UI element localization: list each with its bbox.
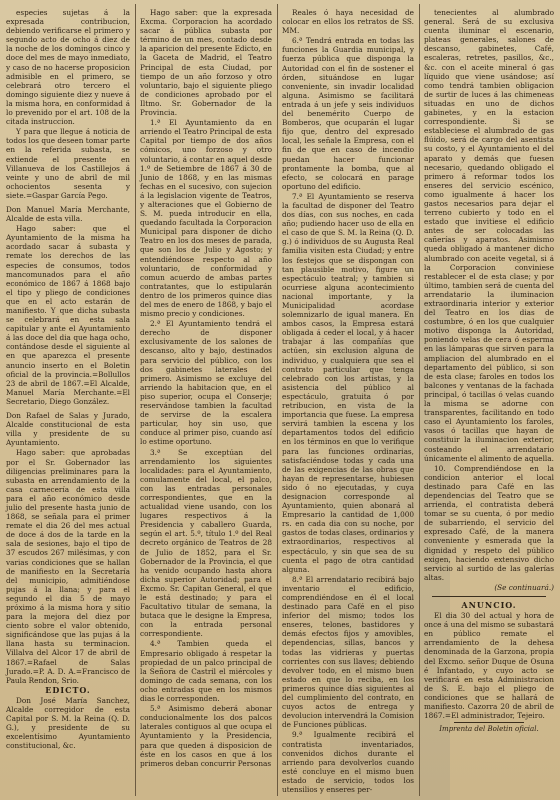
paragraph: tenecientes al alumbrado general. Será de su exclusiva cuenta iluminar el escenario, plateas generales, salones de descanso, gabinetes, Café, escaleras, retretes, pasillos, &c., &c. con el aceite mineral ó gas líquido que viene usándose; así como tendrá tambien obligacion de surtir de luces á las chimeneas situadas en uno de dichos gabinetes, y en la estacion correspondiente. Si se estableciese el alumbrado de gas flúido, será de cargo del asentista su costo, y el Ayuntamiento el del aparato y demás que fuesen necesario, quedando obligado el primero á reformar todos los enseres del servicio escénico, como igualmente á hacer los gastos necesarios para dejar el terreno cubierto y todo en el estado que invitiese el edificio antes de ser colocadas las cañerías y aparatos. Asimismo queda obligado á mantener dicho alumbrado con aceite vegetal, si á la Corporacion conviniese restablecer el de esta clase; y por último, tambien será de cuenta del arrendatario la iluminacion extraordinaria interior y exterior del Teatro en los dias de costumbre, ó en los que cualquier motivo disponga la Autoridad, poniendo velas de cera ó esperma en las lámparas que sirven para la ampliacion del alumbrado en el departamento del público, si son de esta clase; faroles en todos los balcones y ventanas de la fachada principal, ó tacillas ó velas cuando la misma se adorne con transparentes, facilitando en todo caso el Ayuntamiento los faroles, vasos ó tacillas que hayan de constituir la iluminacion exterior, costeando el arrendatario únicamente el alimento de aquella. bbox=[424, 8, 554, 463]
column-divider bbox=[135, 4, 136, 796]
column-4 bbox=[424, 8, 554, 735]
paragraph: 3.ª Se exceptúan del arrendamiento los siguientes localidades: para el Ayuntamiento, comulamente del local, el palco, con las entradas personales correspondientes, que en la actualidad viene usando, con los lugares respectivos á la Presidencia y caballero Guarda, según el art. 5.º, título 1.º del Real decreto orgánico de Teatros de 28 de Julio de 1852, para el Sr. Gobernador de la Provincia, el que ha venido ocupando hasta ahora dicha superior Autoridad; para el Excmo. Sr. Capitan General, el que le está destinado; y para el Facultativo titular de semana, la butaca que le designe la Empresa, con la entrada personal correspondiente. bbox=[140, 447, 272, 639]
section-title: ANUNCIO. bbox=[461, 600, 517, 610]
column-divider bbox=[277, 4, 278, 796]
continuation-note: (Se continuará.) bbox=[494, 582, 554, 592]
column-3 bbox=[282, 8, 414, 795]
paragraph: El dia 30 del actual y hora de once á una del mismo se subastará en público remate el arrendamiento de la dehesa denominada de la Garzona, propia del Excmo. señor Duque de Osuna é Infantado, y cuyo acto se verificará en esta Administracion de S. E. bajo el pliego de condiciones que se hallará de manifiesto. Cazorra 20 de abril de 1867.=El administrador, Tejeiro. bbox=[424, 611, 554, 721]
paragraph: 6.ª Tendrá entrada en todas las funciones la Guardia municipal, y fuerza pública que disponga la Autoridad con el fin de sostener el órden, situándose en lugar conveniente, sin invadir localidad alguna. Asimismo se facilitará entrada á un jefe y seis individuos del benemérito Cuerpo de Bomberos, que ocuparán el lugar fijo que, dentro del expresado local, les señale la Empresa, con el fin de que en caso de incendio puedan hacer funcionar prontamente la bomba, que al efecto, se colocará en parage oportuno del edificio. bbox=[282, 36, 414, 191]
separator-rule bbox=[432, 596, 546, 597]
paragraph: Hago saber: que la expresada Excma. Corporacion ha acordado sacar á pública subasta por término de un mes, contado desde la aparicion del presente Edicto, en la Gaceta de Madrid, el Teatro Principal de esta Ciudad, por tiempo de un año forzoso y otro voluntario, bajo el siguiente pliego de condiciones aprobado por el Iltmo. Sr. Gobernador de la Provincia. bbox=[140, 8, 272, 118]
separator-rule bbox=[454, 722, 524, 723]
paragraph: 10. Comprendiéndose en la condicion anterior el local destinado para Café en las dependencias del Teatro que se arrienda, el contratista deberá tomar se su cuenta, ó por medio de subarriendo, el servicio del expresado Café, de la manera conveniente y esmerada que la dignidad y respeto del público exigen, haciendo extensivo dicho servicio al surtido de las galerías altas. bbox=[424, 463, 554, 582]
paragraph: especies sujetas á la expresada contribucion, debiendo verificarse el primero y segundo acto de ocho á diez de la noche de los domingos cinco y doce del mes de mayo inmediato, y caso de no hacerse proposicion admisible en el primero, se celebrará otro tercero el domingo siguiente diez y nueve á la misma hora, en conformidad á lo prevenido por el art. 108 de la citada instruccion. bbox=[6, 8, 130, 127]
paragraph: 2.ª El Ayuntamiento tendrá el derecho de disponer exclusivamente de los salones de descanso, alto y bajo, destinados para servicio del público, con los dos gabinetes laterales del primero. Asimismo se excluye del arriendo la habitacion que, en el piso superior, ocupa el Conserje; reservándose tambien la facultad de servirse de la escalera particular, hoy sin uso, que conduce al primer piso, cuando así lo estime oportuno. bbox=[140, 319, 272, 447]
notice-heading: Don Manuel María Merchante, Alcalde de esta villa. bbox=[6, 204, 130, 224]
paragraph: Reales ó haya necesidad de colocar en ellos los retratos de SS. MM. bbox=[282, 8, 414, 36]
paragraph: 1.ª El Ayuntamiento da en arriendo el Teatro Principal de esta Capital por tiempo de dos años cómicos, uno forzoso y otro voluntario, á contar en aquel desde 1.º de Setiembre de 1867 á 30 de Junio de 1868, y en las mismas fechas en el sucesivo, con sujecion á la legislacion vigente de Teatros, y alteraciones que el Gobierno de S. M. pueda introducir en ella, quedando facultada la Corporacion Municipal para disponer de dicho Teatro en los dos meses de parada, que son los de Julio y Agosto; y entendiéndose respecto al año voluntario, de conformidad y comun acuerdo de ambas partes contratantes, que lo estipularán dentro de los primeros quince dias del mes de enero de 1868, y bajo el mismo precio y condiciones. bbox=[140, 118, 272, 319]
paragraph: Hago saber: que el Ayuntamiento de la misma ha acordado sacar á subasta y remate los derechos de las especies de consumos, todos mancomunados para el año económico de 1867 á 1868 bajo el tipo y pliego de condiciones que en el acto estarán de manifiesto. Y que dicha subasta se celebrará en esta sala capitular y ante el Ayuntamiento á las doce del dia que haga ocho, contándose desde el siguiente al en que aparezca el presente anuncio inserto en el Boletin oficial de la provincia.=Bollullos 23 de abril de 1867.=El Alcalde, Manuel María Merchante.=El Secretario, Diego González. bbox=[6, 224, 130, 406]
paragraph: 9.ª Igualmente recibirá el contratista inventariados, convenidos dichos durante el arriendo para devolverlos cuando esté concluye en el mismo buen estado de servicio, todos los utensilios y enseres per- bbox=[282, 730, 414, 794]
printer-imprint: Imprenta del Boletin oficial. bbox=[439, 725, 539, 734]
column-divider bbox=[419, 4, 420, 796]
paragraph: Y para que llegue á noticia de todos los que deseen tomar parte en la referida subasta, se extiende el presente en Villanueva de los Castillejos á veinte y uno de abril de mil ochocientos sesenta y siete.=Gaspar García Pego. bbox=[6, 127, 130, 200]
paragraph: 5.ª Asimismo deberá abonar conducionalmente los dos palcos laterales contiguos al que ocupa el Ayuntamiento y la Presidencia, para que queden á disposicion de éste en los casos en que á los primeros deban concurrir Personas bbox=[140, 704, 272, 768]
paragraph: Hago saber: que aprobadas por el Sr. Gobernador las diligencias preliminares para la subasta en arrendamiento de la casa carnecería de esta villa para el año económico desde julio del presente hasta junio de 1868, se señala para el primer remate el dia 26 del mes actual de doce á dos de la tarde en la sala de sesiones, bajo el tipo de 37 escudos 267 milésimas, y con varias condiciones que se hallan de manifiesto en la Secretaría del municipio, admitiéndose pujas á la llana; y para el segundo el dia 5 de mayo próximo á la misma hora y sitio para la mejora del diez por ciento sobre el valor obtenido, significándose que las pujas á la llana hasta su terminacion. Villalva del Alcor 17 de abril de 1867.=Rafael de Salas Jurado.=P. A. D. A.=Francisco de Paula Rendon, Srio. bbox=[6, 448, 130, 685]
column-2 bbox=[140, 8, 272, 769]
paragraph: Don José María Sanchez, Alcalde corregidor de esta Capital por S. M. la Reina (Q. D. G.), y presidente de su excelentísimo Ayuntamiento constitucional, &c. bbox=[6, 695, 130, 751]
section-title: EDICTO. bbox=[45, 684, 91, 695]
notice-heading: Don Rafael de Salas y Jurado, Alcalde constitucional de esta villa y presidente de su Ayuntamiento. bbox=[6, 411, 130, 448]
column-1 bbox=[6, 8, 130, 752]
paragraph: 7.ª El Ayuntamiento se reserva la facultad de disponer del Teatro dos días, con sus noches, en cada año; pudiendo hacer uso de ella en el caso de que S. M. la Reina (Q. D. g.) ó individuos de su Augusta Real familia visiten esta Ciudad; y entre los festejos que se dispongan con tan plausible motivo, figure un espectáculo teatral; y tambien si ocurriese alguna acontecimiento nacional importante, y la Municipalidad acordase solemnizarlo de igual manera. En ambos casos, la Empresa estará obligada á ceder el local, y á hacer trabajar á las compañías que actúen, sin exclusion alguna de individuo, y cualquiera que sea el contrato particular que tenga celebrado con los artistas, y la asistencia del público al espectáculo, gratuita ó por retribucion, en vista de la importancia que fuese. La empresa servirá tambien la escena y los departamentos todos del edificio en los términos en que lo verifique para las funciones ordinarias, satisfaciéndose todas y cada una de las exigencias de las obras que hayan de representarse, hubiesen sido ó no ejecutadas, y cuya designacion corresponde al Ayuntamiento, quien abonará al Empresario la cantidad de 1,000 rs. en cada dia con su noche, por gastos de todas clases, ordinarios y extraordinarios, respectivos al espectáculo, y sin que sea de su cuenta el pago de otra cantidad alguna. bbox=[282, 191, 414, 574]
paragraph: 4.ª Tambien queda el Empresario obligado á respetar la propiedad de un palco principal de la Señora de Castril el miércoles y domingo de cada semana, con los ocho entradas que en los mismos dias le corresponden. bbox=[140, 639, 272, 704]
paragraph: 8.ª El arrendatario recibirá bajo inventario el edificio, comprendiéndose en él el local destinado para Café en el piso inferior del mismo; todos los enseres, telones, bastidores y demás efectos fijos y amovibles, dependencias, sillas, bancos y todas las vidrieras y puertas corrientes con sus llaves; debiendo devolver todo, en el mismo buen estado en que lo reciba, en los primeros quince días siguientes al del cumplimiento del contrato, en cuyos actos de entrega y devolucion intervendrá la Comision de Funciones públicas. bbox=[282, 574, 414, 730]
